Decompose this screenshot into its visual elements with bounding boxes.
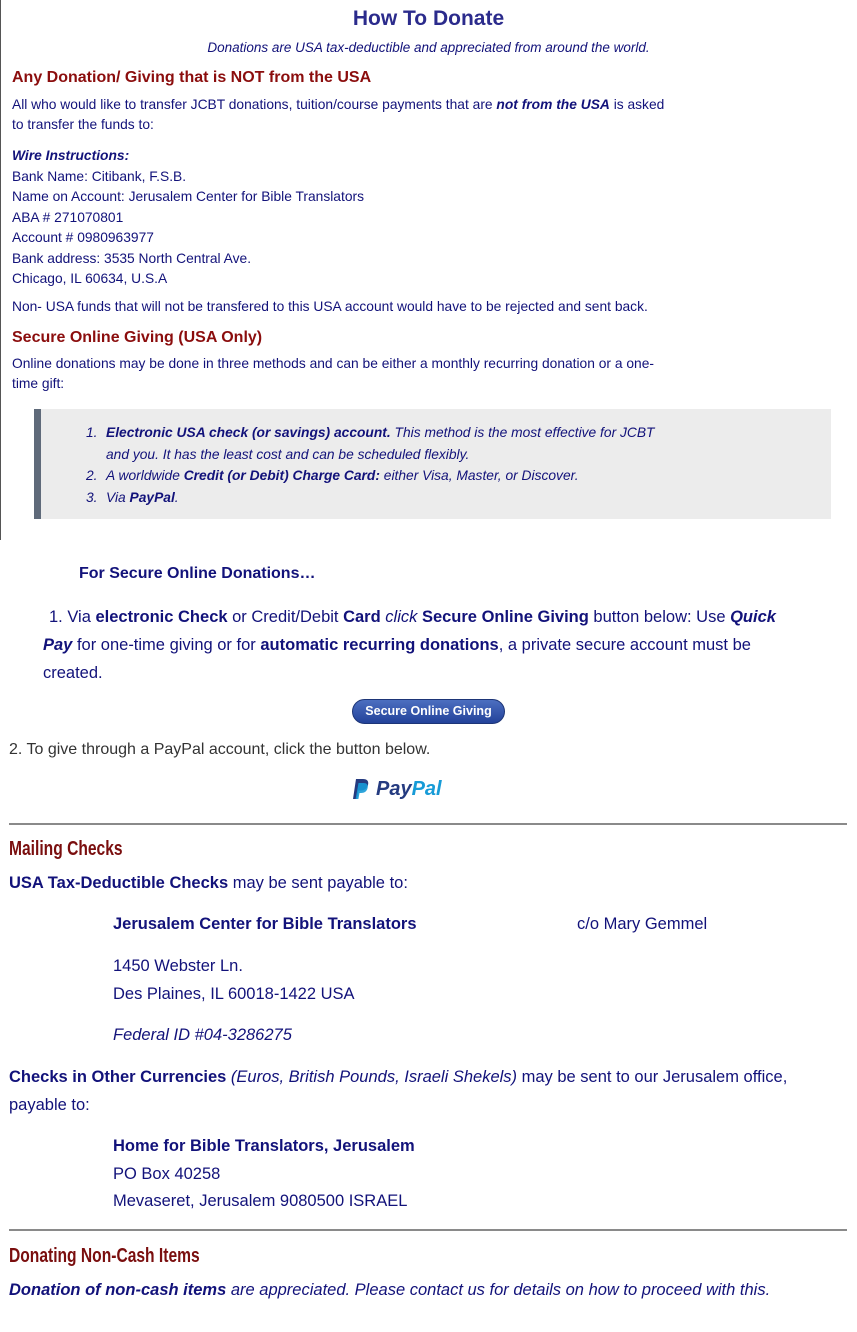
secure-online-giving-button[interactable]: Secure Online Giving (352, 699, 505, 724)
methods-callout (34, 409, 831, 519)
rejection-note: Non- USA funds that will not be transfered to this USA account would have to be rejected and sent back. (12, 299, 648, 314)
other-currencies-bold: Checks in Other Currencies (9, 1068, 227, 1086)
method-item (86, 487, 806, 509)
method-title: Credit (or Debit) Charge Card: (183, 468, 380, 483)
wire-instructions (12, 146, 364, 290)
wire-heading: Wire Instructions: (12, 148, 130, 163)
paypal-pay-text: Pay (376, 777, 412, 800)
usa-checks-text: may be sent payable to: (228, 874, 408, 892)
method-item (86, 465, 806, 487)
secure-online-intro (12, 354, 847, 394)
method-number: 1. (86, 425, 98, 440)
method-title: PayPal (129, 489, 175, 505)
p1-bold: automatic recurring donations (260, 636, 499, 654)
methods-list (86, 422, 806, 508)
address-line: Des Plaines, IL 60018-1422 USA (113, 985, 355, 1003)
wire-line: Account # 0980963977 (12, 230, 154, 245)
p1-bold: electronic Check (95, 608, 228, 626)
address-line: Mevaseret, Jerusalem 9080500 ISRAEL (113, 1192, 408, 1210)
p1-bold: Secure Online Giving (417, 608, 589, 626)
non-usa-emphasis: not from the USA (496, 97, 610, 112)
method-desc: . (174, 489, 179, 505)
payee-name-israel: Home for Bible Translators, Jerusalem (113, 1137, 415, 1155)
secure-donations-heading: For Secure Online Donations… (79, 565, 316, 582)
noncash-text (9, 1281, 770, 1300)
wire-line: Name on Account: Jerusalem Center for Bible Translators (12, 189, 364, 204)
secure-online-intro-line1: Online donations may be done in three methods and can be either a monthly recurring donation or a one- (12, 356, 654, 371)
p1-text: or Credit/Debit (227, 608, 344, 626)
p1-text: , a private secure account must be (498, 636, 751, 654)
non-usa-intro-text-end: is asked (609, 97, 665, 112)
paypal-wordmark (376, 778, 442, 801)
method-item (86, 422, 806, 465)
p1-text: 1. Via (49, 608, 96, 626)
noncash-heading: Donating Non-Cash Items (9, 1245, 200, 1267)
noncash-bold: Donation of non-cash items (9, 1281, 227, 1299)
address-line: 1450 Webster Ln. (113, 957, 243, 975)
wire-line: ABA # 271070801 (12, 209, 124, 225)
noncash-rest: are appreciated. Please contact us for details on how to proceed with this. (226, 1281, 771, 1299)
method-desc-line2: and you. It has the least cost and can be scheduled flexibly. (106, 446, 470, 462)
paypal-button[interactable] (352, 774, 442, 804)
non-usa-intro-line2: to transfer the funds to: (12, 117, 154, 132)
usa-checks-line (9, 874, 408, 893)
method-desc: either Visa, Master, or Discover. (379, 468, 579, 483)
wire-line: Chicago, IL 60634, U.S.A (12, 271, 168, 286)
wire-line: Bank address: 3535 North Central Ave. (12, 250, 252, 266)
paypal-pal-text: Pal (411, 777, 442, 800)
non-usa-intro (12, 95, 847, 135)
p1-text: created. (43, 664, 103, 682)
page-subtitle: Donations are USA tax-deductible and appreciated from around the world. (207, 40, 650, 55)
non-usa-heading: Any Donation/ Giving that is NOT from the USA (12, 69, 372, 86)
other-currencies-line2: payable to: (9, 1096, 90, 1114)
section-divider (9, 1229, 847, 1231)
care-of: c/o Mary Gemmel (577, 915, 708, 933)
p1-italic: click (380, 608, 418, 626)
other-currencies-text: may be sent to our Jerusalem office, (517, 1068, 788, 1086)
p1-text: button below: Use (588, 608, 731, 626)
method-pre: A worldwide (106, 468, 184, 483)
non-usa-intro-text: All who would like to transfer JCBT donations, tuition/course payments that are (12, 97, 497, 112)
p1-text: for one-time giving or for (72, 636, 261, 654)
federal-id: Federal ID #04-3286275 (113, 1026, 292, 1044)
address-line: PO Box 40258 (113, 1165, 221, 1183)
p1-bold: Card (343, 608, 381, 626)
wire-line: Bank Name: Citibank, F.S.B. (12, 168, 187, 184)
payee-name: Jerusalem Center for Bible Translators (113, 915, 417, 933)
p1-bold-italic: Quick (730, 608, 776, 626)
method-number: 2. (86, 468, 98, 483)
online-instructions-paragraph (43, 603, 833, 687)
method-number: 3. (86, 489, 98, 505)
method-desc: This method is the most effective for JCBT (390, 425, 655, 440)
usa-checks-bold: USA Tax-Deductible Checks (9, 874, 229, 892)
method-title: Electronic USA check (or savings) account. (106, 425, 391, 440)
other-currencies-italic: (Euros, British Pounds, Israeli Shekels) (226, 1068, 518, 1086)
secure-online-intro-line2: time gift: (12, 376, 65, 391)
mailing-checks-heading: Mailing Checks (9, 838, 123, 860)
method-pre: Via (106, 489, 130, 505)
paypal-instructions: 2. To give through a PayPal account, click the button below. (9, 741, 431, 758)
secure-online-heading: Secure Online Giving (USA Only) (12, 329, 263, 346)
paypal-logo-icon (352, 778, 370, 800)
page-title: How To Donate (352, 7, 505, 30)
section-divider (9, 823, 847, 825)
p1-bold-italic: Pay (43, 636, 73, 654)
content-frame-border (0, 0, 1, 540)
other-currencies-line (9, 1068, 787, 1087)
